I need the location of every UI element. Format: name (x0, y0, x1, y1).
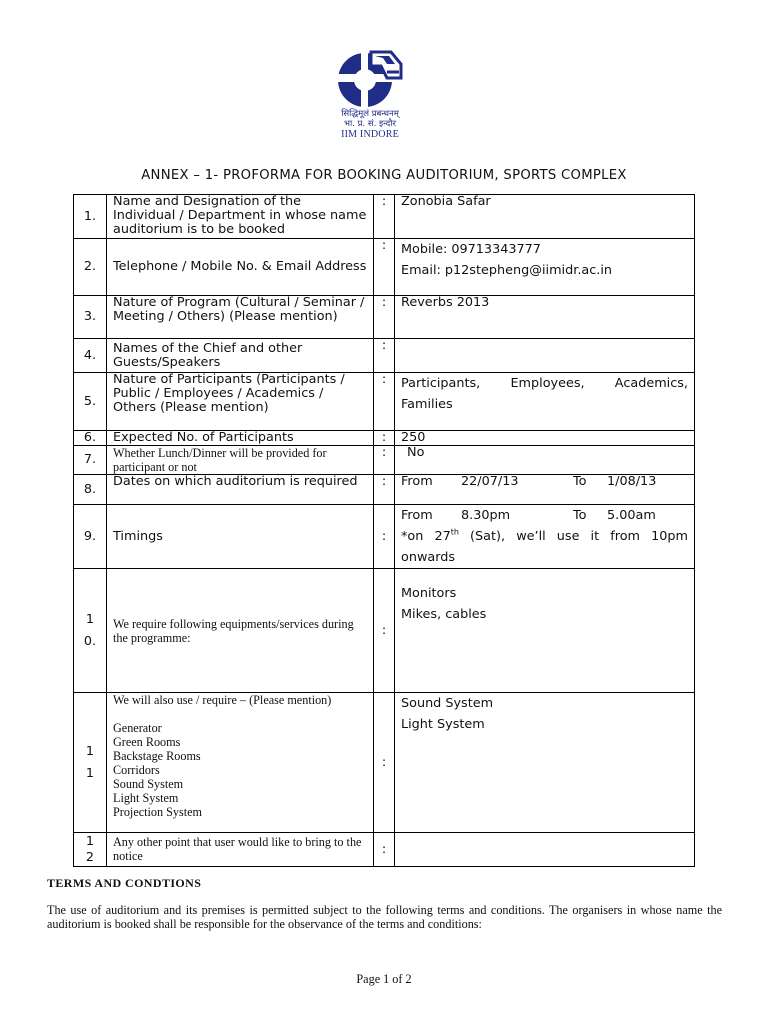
row-answer[interactable] (395, 339, 695, 373)
row-colon: : (374, 195, 395, 239)
row-answer[interactable] (395, 296, 695, 339)
page-title: ANNEX – 1- PROFORMA FOR BOOKING AUDITORIUM, SPORTS COMPLEX (141, 168, 627, 183)
row-colon: : (374, 339, 395, 373)
time-to-label: To (573, 508, 587, 523)
answer-text: Reverbs 2013 (401, 295, 490, 310)
row-colon: : (374, 505, 395, 569)
row-label: Nature of Program (Cultural / Seminar / Meeting / Others) (Please mention) (107, 296, 374, 339)
row-answer[interactable] (395, 475, 695, 505)
row-number-part: 1 (85, 743, 95, 759)
answer-line: Participants, Employees, Academics, (401, 376, 688, 391)
table-row (74, 505, 695, 569)
row-number: 8. (74, 475, 107, 505)
answer-text: 250 (401, 430, 426, 445)
table-row (74, 373, 695, 431)
row-label: Nature of Participants (Participants / Public / Employees / Academics / Others (Please mention) (107, 373, 374, 431)
row-number (74, 693, 107, 833)
row-label (107, 693, 374, 833)
table-row (74, 431, 695, 446)
row-number-part: 2 (85, 849, 95, 865)
row-answer[interactable] (395, 195, 695, 239)
table-row (74, 339, 695, 373)
answer-text: Zonobia Safar (401, 194, 491, 209)
row-answer[interactable] (395, 373, 695, 431)
row-number: 1. (74, 195, 107, 239)
row-answer[interactable] (395, 505, 695, 569)
iim-emblem-icon (335, 44, 405, 108)
row-number: 3. (74, 296, 107, 339)
table-row (74, 475, 695, 505)
terms-heading: TERMS AND CONDTIONS (47, 876, 202, 890)
answer-text: No (407, 445, 425, 460)
table-row (74, 296, 695, 339)
table-row (74, 239, 695, 296)
row-answer[interactable] (395, 431, 695, 446)
row-colon: : (374, 475, 395, 505)
row-number (74, 833, 107, 867)
row-colon: : (374, 446, 395, 475)
option-item: Green Rooms (113, 735, 181, 749)
table-row (74, 569, 695, 693)
answer-email: Email: p12stepheng@iimidr.ac.in (401, 263, 613, 278)
row-number (74, 569, 107, 693)
row-number-part: 1 (85, 833, 95, 849)
row-colon: : (374, 693, 395, 833)
row-colon: : (374, 239, 395, 296)
row-label: Telephone / Mobile No. & Email Address (107, 239, 374, 296)
row-colon: : (374, 431, 395, 446)
booking-form-table (73, 194, 695, 867)
row-colon: : (374, 296, 395, 339)
table-row (74, 693, 695, 833)
row-label: Whether Lunch/Dinner will be provided for participant or not (107, 446, 374, 475)
option-item: Generator (113, 721, 162, 735)
row-number: 4. (74, 339, 107, 373)
row-answer[interactable] (395, 569, 695, 693)
page-number: Page 1 of 2 (356, 972, 412, 986)
row-number: 7. (74, 446, 107, 475)
logo-english-name: IIM INDORE (341, 129, 399, 140)
row-label: Any other point that user would like to bring to the notice (107, 833, 374, 867)
row-label: Timings (107, 505, 374, 569)
date-from-value: 22/07/13 (461, 474, 519, 489)
row-colon: : (374, 833, 395, 867)
row-label: We require following equipments/services during the programme: (107, 569, 374, 693)
row-label: Expected No. of Participants (107, 431, 374, 446)
option-item: Corridors (113, 763, 160, 777)
row-answer[interactable] (395, 446, 695, 475)
row-label: Names of the Chief and other Guests/Speakers (107, 339, 374, 373)
row-answer[interactable] (395, 693, 695, 833)
row-number-part: 1 (85, 765, 95, 781)
iim-indore-logo (330, 44, 410, 140)
table-row (74, 195, 695, 239)
answer-line: Mikes, cables (401, 607, 487, 622)
answer-line: Families (401, 397, 453, 412)
row-number: 2. (74, 239, 107, 296)
row-number-part: 1 (85, 611, 95, 627)
table-row (74, 446, 695, 475)
row-answer[interactable] (395, 833, 695, 867)
row-number: 5. (74, 373, 107, 431)
row-number-part: 0. (83, 633, 97, 649)
row-number: 6. (74, 431, 107, 446)
row-label: Dates on which auditorium is required (107, 475, 374, 505)
row-number: 9. (74, 505, 107, 569)
time-to-value: 5.00am (607, 508, 656, 523)
row-label-text: We will also use / require – (Please mention) (113, 693, 332, 707)
date-to-value: 1/08/13 (607, 474, 657, 489)
answer-line: Light System (401, 717, 485, 732)
logo-motto: सिद्धिमूलं प्रबन्धनम् (341, 109, 399, 119)
row-colon: : (374, 373, 395, 431)
time-from-value: 8.30pm (461, 508, 511, 523)
terms-paragraph: The use of auditorium and its premises is permitted subject to the following terms and conditions. The organisers in whose name the auditorium is booked shall be responsible for the observance of the terms and conditions: (47, 903, 722, 931)
date-from-label: From (401, 474, 433, 489)
time-from-label: From (401, 508, 433, 523)
timing-note-rest: (Sat), we’ll use it from 10pm (458, 529, 688, 544)
option-item: Backstage Rooms (113, 749, 201, 763)
timing-note-end: onwards (401, 550, 456, 565)
option-item: Sound System (113, 777, 184, 791)
table-row (74, 833, 695, 867)
timing-note-sup: th (450, 527, 459, 537)
timing-note: *on 27 (401, 529, 451, 544)
answer-line: Monitors (401, 586, 457, 601)
date-to-label: To (573, 474, 587, 489)
row-colon: : (374, 569, 395, 693)
row-label: Name and Designation of the Individual / Department in whose name auditorium is to be booked (107, 195, 374, 239)
option-item: Light System (113, 791, 179, 805)
row-answer[interactable] (395, 239, 695, 296)
answer-line: Sound System (401, 696, 494, 711)
answer-mobile: Mobile: 09713343777 (401, 242, 541, 257)
logo-hindi-name: भा. प्र. सं. इन्दौर (344, 119, 396, 129)
option-item: Projection System (113, 805, 203, 819)
